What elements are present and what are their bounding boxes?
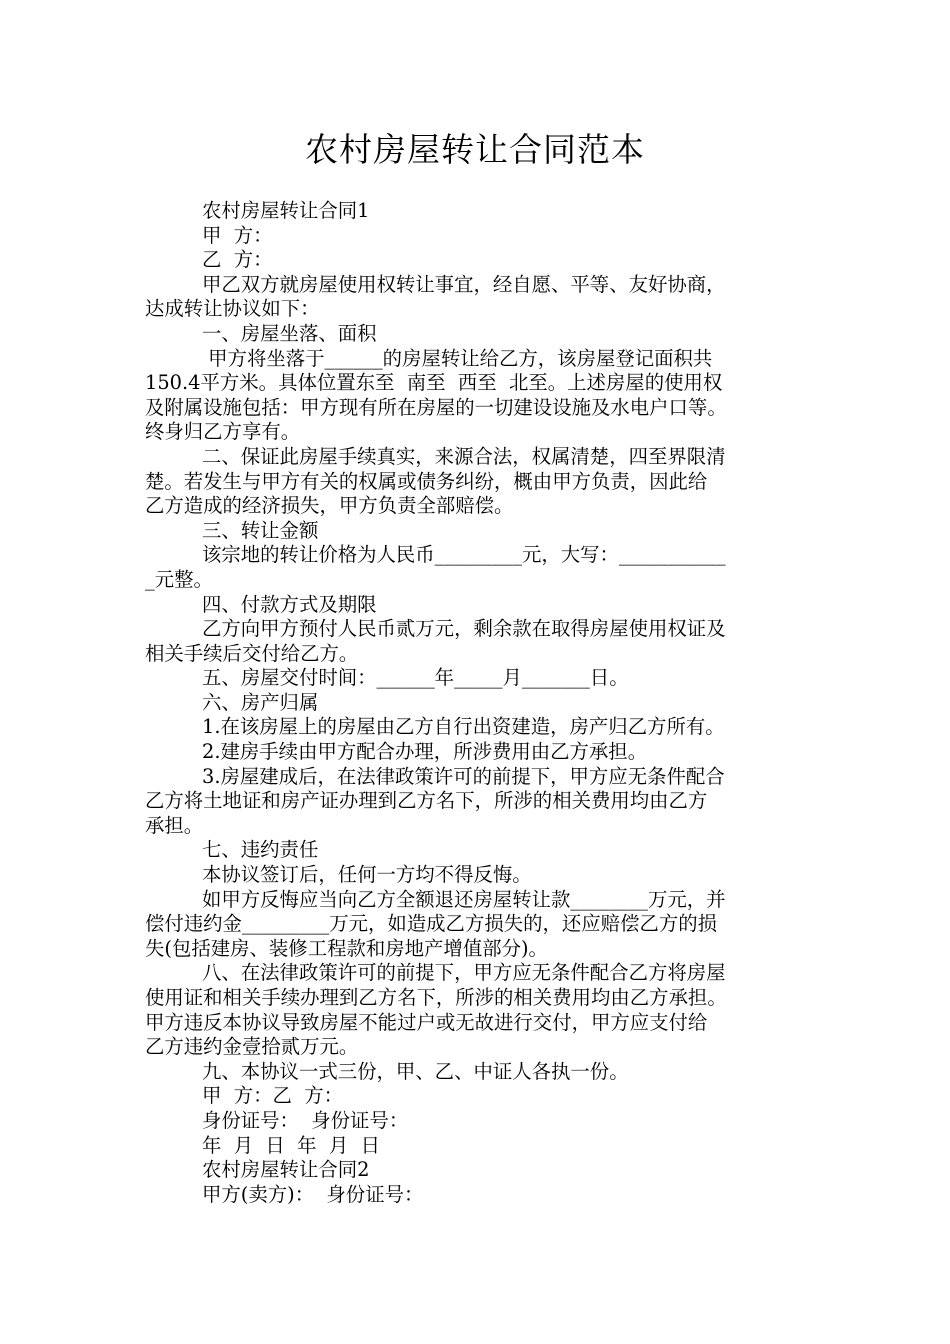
document-line: 乙 方： bbox=[202, 248, 273, 272]
document-line: 及附属设施包括：甲方现有所在房屋的一切建设设施及水电户口等。 bbox=[145, 395, 727, 419]
document-line: 1.在该房屋上的房屋由乙方自行出资建造，房产归乙方所有。 bbox=[202, 715, 725, 739]
document-title: 农村房屋转让合同范本 bbox=[305, 130, 645, 169]
document-line: 该宗地的转让价格为人民币_________元，大写：___________ bbox=[202, 543, 726, 567]
document-line: 如甲方反悔应当向乙方全额退还房屋转让款________万元，并 bbox=[202, 887, 726, 911]
document-line: 农村房屋转让合同2 bbox=[202, 1158, 370, 1182]
document-line: 承担。 bbox=[145, 813, 204, 837]
document-line: _元整。 bbox=[145, 567, 213, 591]
document-line: 终身归乙方享有。 bbox=[145, 420, 301, 444]
document-line: 乙方违约金壹拾贰万元。 bbox=[145, 1035, 359, 1059]
document-body bbox=[145, 199, 810, 1207]
document-line: 乙方将土地证和房产证办理到乙方名下，所涉的相关费用均由乙方 bbox=[145, 789, 708, 813]
document-line: 甲方将坐落于______的房屋转让给乙方，该房屋登记面积共 bbox=[202, 346, 713, 370]
document-line: 甲方(卖方)： 身份证号： bbox=[202, 1182, 424, 1206]
document-line: 八、在法律政策许可的前提下，甲方应无条件配合乙方将房屋 bbox=[202, 961, 726, 985]
document-line: 3.房屋建成后，在法律政策许可的前提下，甲方应无条件配合 bbox=[202, 764, 725, 788]
document-line: 二、保证此房屋手续真实，来源合法，权属清楚，四至界限清 bbox=[202, 444, 726, 468]
document-line: 使用证和相关手续办理到乙方名下，所涉的相关费用均由乙方承担。 bbox=[145, 986, 727, 1009]
document-line: 甲乙双方就房屋使用权转让事宜，经自愿、平等、友好协商， bbox=[202, 272, 726, 296]
document-line: 甲 方：乙 方： bbox=[202, 1084, 343, 1108]
document-line: 七、违约责任 bbox=[202, 838, 319, 862]
document-line: 农村房屋转让合同1 bbox=[202, 199, 370, 222]
document-line: 乙方向甲方预付人民币贰万元，剩余款在取得房屋使用权证及 bbox=[202, 617, 726, 641]
document-line: 甲 方： bbox=[202, 223, 273, 247]
document-line: 失(包括建房、装修工程款和房地产增值部分)。 bbox=[145, 936, 548, 960]
document-line: 达成转让协议如下： bbox=[145, 297, 320, 321]
document-line: 本协议签订后，任何一方均不得反悔。 bbox=[202, 863, 532, 887]
document-line: 年 月 日 年 月 日 bbox=[202, 1133, 380, 1157]
document-line: 甲方违反本协议导致房屋不能过户或无故进行交付，甲方应支付给 bbox=[145, 1010, 708, 1034]
document-line: 三、转让金额 bbox=[202, 518, 319, 542]
document-line: 六、房产归属 bbox=[202, 690, 319, 714]
document-line: 五、房屋交付时间：______年_____月_______日。 bbox=[202, 666, 629, 690]
document-line: 四、付款方式及期限 bbox=[202, 592, 377, 616]
document-line: 偿付违约金_________万元，如造成乙方损失的，还应赔偿乙方的损 bbox=[145, 912, 718, 936]
document-line: 九、本协议一式三份，甲、乙、中证人各执一份。 bbox=[202, 1059, 629, 1083]
document-line: 身份证号： 身份证号： bbox=[202, 1108, 409, 1132]
document-line: 相关手续后交付给乙方。 bbox=[145, 641, 359, 665]
document-line: 150.4平方米。具体位置东至 南至 西至 北至。上述房屋的使用权 bbox=[145, 371, 723, 395]
document-line: 一、房屋坐落、面积 bbox=[202, 321, 377, 345]
document-line: 楚。若发生与甲方有关的权属或债务纠纷，概由甲方负责，因此给 bbox=[145, 469, 708, 493]
document-line: 乙方造成的经济损失，甲方负责全部赔偿。 bbox=[145, 494, 514, 518]
document-line: 2.建房手续由甲方配合办理，所涉费用由乙方承担。 bbox=[202, 740, 648, 764]
